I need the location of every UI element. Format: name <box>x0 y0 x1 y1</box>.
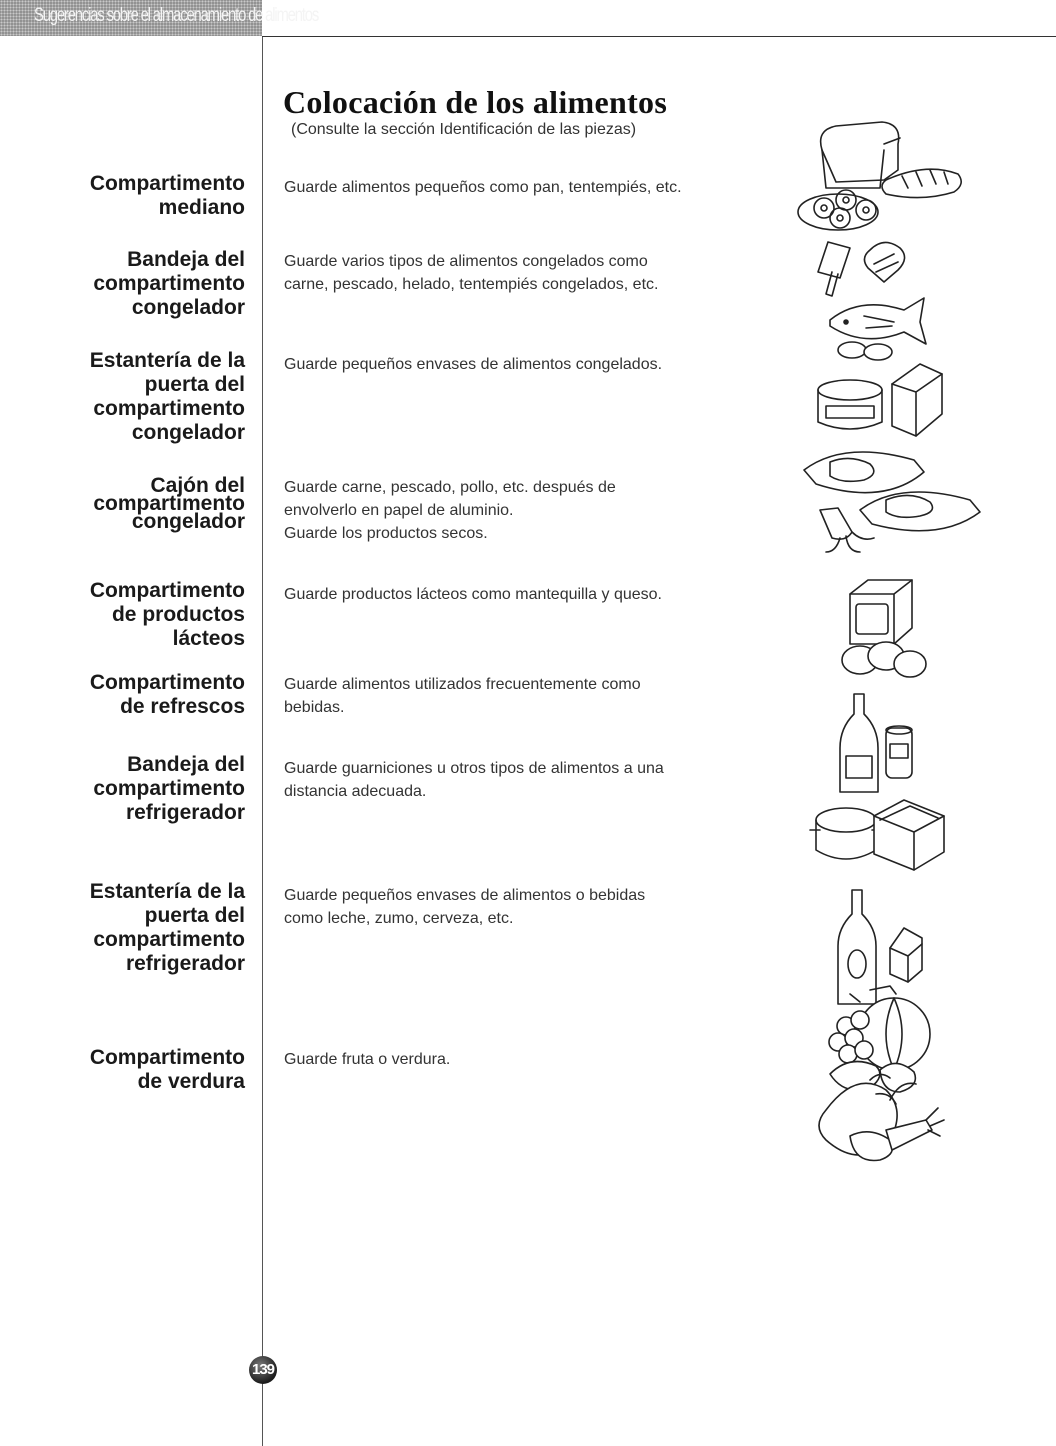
label-line: Estantería de la <box>89 880 245 903</box>
description-line: Guarde alimentos utilizados frecuentemente como <box>284 676 641 693</box>
compartment-desc-freezer-drawer <box>284 476 754 545</box>
compartment-label-freezer-door-shelf <box>5 349 245 445</box>
label-line: puerta del <box>144 904 245 927</box>
label-line: de verdura <box>137 1070 245 1093</box>
label-line: Cajón del <box>150 474 245 497</box>
ice-cream-fish-icon <box>818 242 926 360</box>
wrapped-meat-icon <box>804 452 980 552</box>
description-line: Guarde pequeños envases de alimentos congelados. <box>284 356 663 373</box>
page-subtitle: (Consulte la sección Identificación de las piezas) <box>291 121 637 138</box>
compartment-label-dairy <box>5 579 245 651</box>
compartment-desc-freezer-door-shelf <box>284 353 754 376</box>
description-line: Guarde alimentos pequeños como pan, tentempiés, etc. <box>284 179 682 196</box>
label-line: compartimento <box>93 777 245 800</box>
label-line: congelador <box>131 510 245 533</box>
page-number-badge: 139 <box>249 1356 277 1384</box>
label-line: lácteos <box>172 627 245 650</box>
compartment-desc-mediano <box>284 176 754 199</box>
description-line: distancia adecuada. <box>284 783 427 800</box>
label-line: mediano <box>158 196 245 219</box>
section-header-tab <box>0 0 319 36</box>
description-line: Guarde pequeños envases de alimentos o bebidas <box>284 887 646 904</box>
compartment-label-freezer-tray <box>5 248 245 320</box>
bread-icon <box>798 122 961 230</box>
compartment-label-freezer-drawer <box>5 474 245 533</box>
compartment-desc-freezer-tray <box>284 250 754 296</box>
label-line: refrigerador <box>125 801 245 824</box>
header-rule <box>262 36 1056 37</box>
compartment-label-drinks <box>5 671 245 719</box>
label-line: puerta del <box>144 373 245 396</box>
label-line: compartimento <box>93 272 245 295</box>
label-line: compartimento <box>93 397 245 420</box>
label-line: Compartimento <box>89 671 245 694</box>
compartment-desc-vegetables <box>284 1048 754 1071</box>
description-line: Guarde varios tipos de alimentos congelados como <box>284 253 648 270</box>
label-line: compartimento <box>93 492 245 515</box>
label-line: Bandeja del <box>127 753 245 776</box>
drinks-icon <box>840 694 912 792</box>
column-divider <box>262 37 263 1446</box>
section-header-text: Sugerencias sobre el almacenamiento de alimentos <box>34 5 319 26</box>
label-line: Estantería de la <box>89 349 245 372</box>
page-title: Colocación de los alimentos <box>283 84 668 120</box>
label-line: Compartimento <box>89 1046 245 1069</box>
label-line: de productos <box>111 603 245 626</box>
description-line: Guarde productos lácteos como mantequilla y queso. <box>284 586 662 603</box>
dairy-icon <box>842 580 926 677</box>
label-line: Compartimento <box>89 172 245 195</box>
food-illustrations <box>790 110 990 1170</box>
compartment-label-fridge-tray <box>5 753 245 825</box>
description-line: Guarde fruta o verdura. <box>284 1051 451 1068</box>
label-line: de refrescos <box>120 695 245 718</box>
description-line: carne, pescado, helado, tentempiés congelados, etc. <box>284 276 659 293</box>
label-line: compartimento <box>93 928 245 951</box>
description-line: Guarde guarniciones u otros tipos de alimentos a una <box>284 760 664 777</box>
compartment-desc-dairy <box>284 583 754 606</box>
description-line: envolverlo en papel de aluminio. <box>284 502 514 519</box>
label-line: Bandeja del <box>127 248 245 271</box>
label-line: Compartimento <box>89 579 245 602</box>
label-line: refrigerador <box>125 952 245 975</box>
vegetables-icon <box>819 1074 944 1160</box>
compartment-label-fridge-door-shelf <box>5 880 245 976</box>
compartment-desc-drinks <box>284 673 754 719</box>
description-line: Guarde carne, pescado, pollo, etc. después de <box>284 479 616 496</box>
description-line: como leche, zumo, cerveza, etc. <box>284 910 514 927</box>
label-line: congelador <box>131 296 245 319</box>
frozen-containers-icon <box>818 364 942 436</box>
description-line: Guarde los productos secos. <box>284 525 488 542</box>
compartment-desc-fridge-tray <box>284 757 754 803</box>
bottle-carton-icon <box>838 890 922 1004</box>
label-line: congelador <box>131 421 245 444</box>
compartment-desc-fridge-door-shelf <box>284 884 754 930</box>
food-containers-icon <box>810 800 944 870</box>
compartment-label-mediano <box>5 172 245 220</box>
description-line: bebidas. <box>284 699 345 716</box>
compartment-label-vegetables <box>5 1046 245 1094</box>
